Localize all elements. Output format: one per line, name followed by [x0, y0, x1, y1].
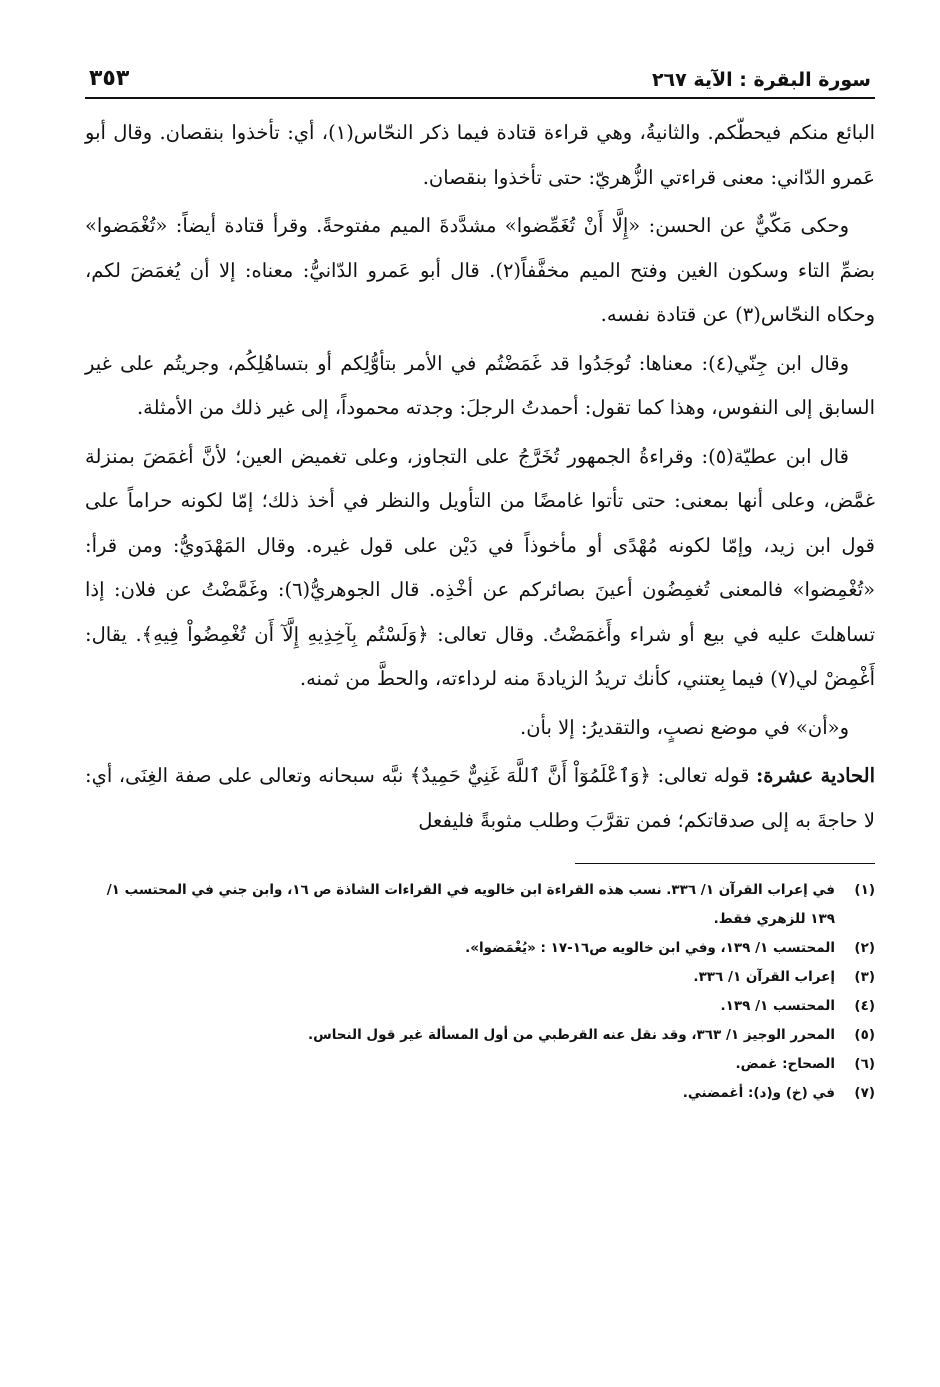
footnote-number: (٤)	[854, 998, 875, 1014]
footnote	[85, 992, 875, 1021]
section-heading: الحادية عشرة:	[756, 764, 875, 787]
book-page	[85, 55, 875, 1108]
footnote-number: (٥)	[854, 1027, 875, 1043]
page-header	[85, 55, 875, 99]
footnote-text: المحرر الوجيز ١/ ٣٦٣، وقد نقل عنه القرطبي من أول المسألة غير قول النحاس.	[307, 1027, 835, 1043]
footnote-text: المحتسب ١/ ١٣٩.	[720, 998, 835, 1014]
footnote-number: (١)	[854, 882, 875, 898]
footnote	[85, 1050, 875, 1079]
footnote-text: المحتسب ١/ ١٣٩، وفي ابن خالويه ص١٦-١٧ : «يُغْمَضوا».	[465, 940, 835, 956]
footnote	[85, 1079, 875, 1108]
paragraph	[85, 754, 875, 843]
footnote	[85, 1021, 875, 1050]
paragraph	[85, 342, 875, 431]
footnote-number: (٢)	[854, 940, 875, 956]
paragraph	[85, 111, 875, 200]
footnotes	[85, 876, 875, 1108]
footnote	[85, 934, 875, 963]
paragraph-text: قال ابن عطيّة(٥): وقراءةُ الجمهور تُخَرَّجُ على التجاوز، وعلى تغميض العين؛ لأنَّ أغمَضَ بمنزلة غمَّض، وعلى أنها بمعنى: حتى تأتوا غامضًا من التأويل والنظر في أخذ ذلك؛ إمّا لكونه حراماً على قول ابن زيد، وإمّا لكونه مُهْدًى أو مأخوذاً في دَيْن على قول غيره. وقال المَهْدَويُّ: ومن قرأ: «تُغْمِضوا» فالمعنى تُغمِضُون أعينَ بصائركم عن أخْذِه. قال الجوهريُّ(٦): وغَمَّضْتُ عن فلان: إذا تساهلتَ عليه في بيع أو شراء وأَغمَضْتُ. وقال تعالى: ﴿وَلَسْتُم بِآخِذِيهِ إِلَّآ أَن تُغْمِضُواْ فِيهِ﴾. يقال: أَغْمِضْ لي(٧) فيما بِعتني، كأنك تريدُ الزيادةَ منه لرداءته، والحطَّ من ثمنه.	[85, 444, 875, 690]
footnote-divider	[575, 863, 875, 864]
footnote-text: في إعراب القرآن ١/ ٣٣٦. نسب هذه القراءة ابن خالويه في القراءات الشاذة ص ١٦، وابن جني في المحتسب ١/ ١٣٩ للزهري فقط.	[106, 882, 835, 927]
footnote-number: (٦)	[854, 1056, 875, 1072]
footnote	[85, 963, 875, 992]
footnote-number: (٣)	[854, 969, 875, 985]
paragraph-text: البائع منكم فيحطّكم. والثانيةُ، وهي قراءة قتادة فيما ذكر النحّاس(١)، أي: تأخذوا بنقصان. وقال أبو عَمرو الدّاني: معنى قراءتي الزُّهريّ: حتى تأخذوا بنقصان.	[85, 121, 875, 189]
page-number: ٣٥٣	[89, 66, 130, 91]
footnote-text: في (خ) و(د): أغمضني.	[682, 1085, 835, 1101]
paragraph	[85, 706, 875, 751]
footnote-text: إعراب القرآن ١/ ٣٣٦.	[693, 969, 835, 985]
paragraph-text: و«أن» في موضع نصبٍ، والتقديرُ: إلا بأن.	[520, 715, 849, 739]
running-title: سورة البقرة : الآية ٢٦٧	[651, 69, 871, 91]
paragraph-text: قوله تعالى: ﴿وَٱعْلَمُوٓاْ أَنَّ ٱللَّهَ غَنِيٌّ حَمِيدٌ﴾ نبَّه سبحانه وتعالى على صفة الغِنَى، أي: لا حاجةَ به إلى صدقاتكم؛ فمن تقرَّبَ وطلب مثوبةً فليفعل	[85, 764, 875, 832]
footnote-number: (٧)	[854, 1085, 875, 1101]
footnote-text: الصحاح: غمض.	[735, 1056, 835, 1072]
paragraph	[85, 204, 875, 338]
main-text	[85, 111, 875, 843]
paragraph-text: وحكى مَكّيٌّ عن الحسن: «إِلَّا أَنْ تُغَمِّضوا» مشدَّدةَ الميم مفتوحةً. وقرأ قتادة أيضاً: «تُغْمَضوا» بضمِّ التاء وسكون الغين وفتح الميم مخفَّفاً(٢). قال أبو عَمرو الدّانيُّ: معناه: إلا أن يُغمَضَ لكم، وحكاه النحّاس(٣) عن قتادة نفسه.	[85, 214, 875, 326]
footnote	[85, 876, 875, 934]
paragraph-text: وقال ابن جِنّي(٤): معناها: تُوجَدُوا قد غَمَضْتُم في الأمر بتأوُّلِكم أو بتساهُلِكُم، وجريتُم على غير السابق إلى النفوس، وهذا كما تقول: أحمدتُ الرجلَ: وجدته محموداً، إلى غير ذلك من الأمثلة.	[85, 351, 875, 419]
paragraph	[85, 435, 875, 702]
